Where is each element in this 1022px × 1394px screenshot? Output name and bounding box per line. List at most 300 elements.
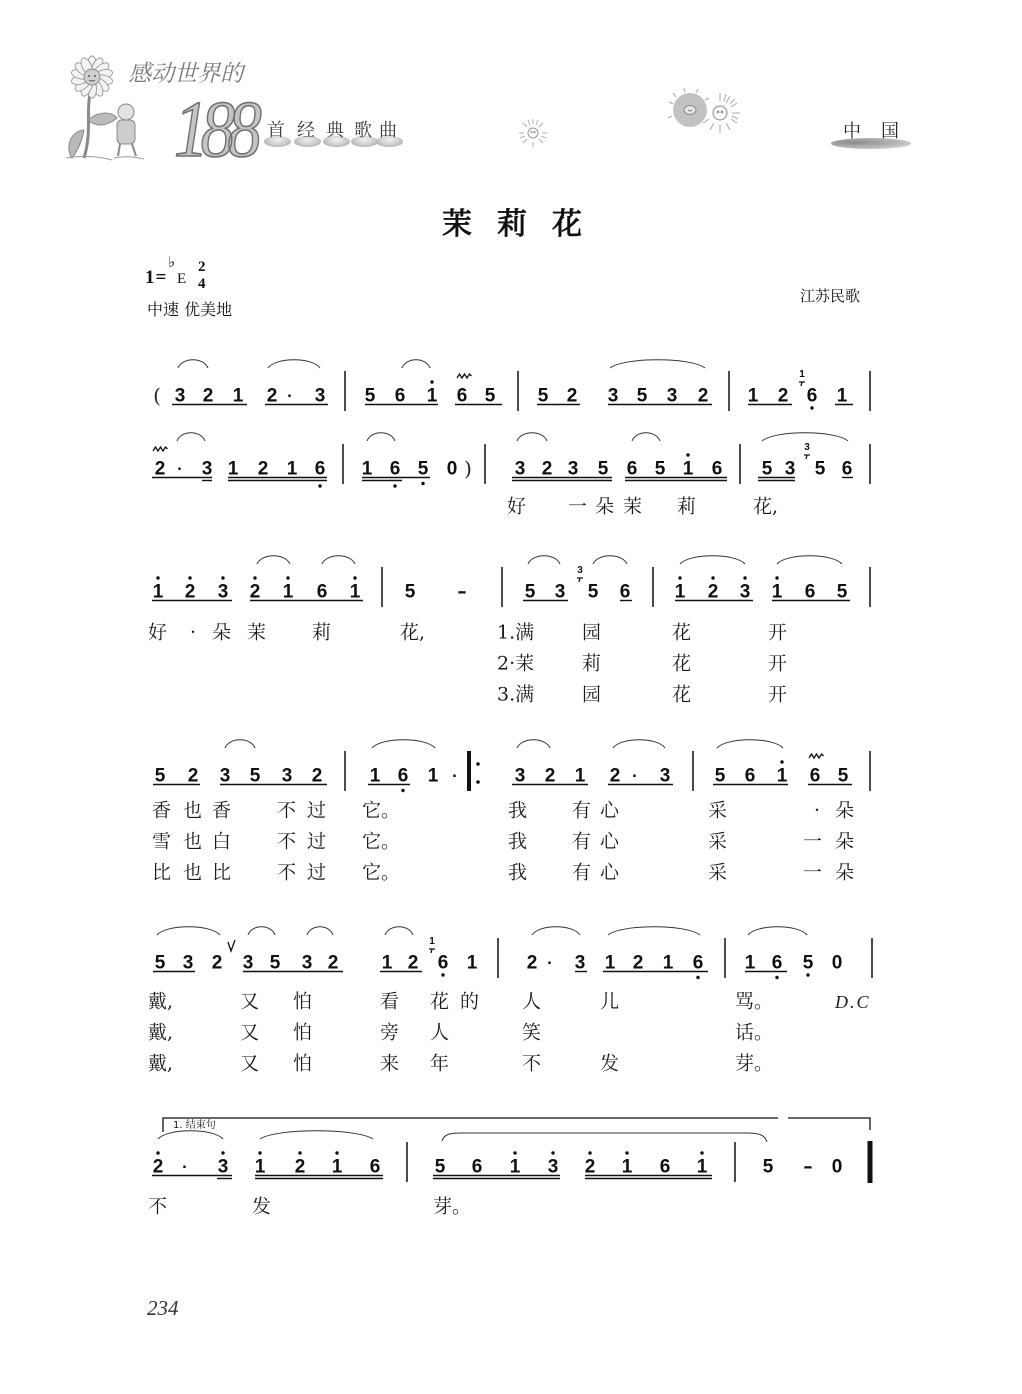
slur <box>593 556 627 564</box>
lyric-word: 看 <box>380 990 400 1013</box>
note: 3 <box>314 385 326 407</box>
slur <box>762 433 848 441</box>
lyric-word: 花, <box>753 495 779 518</box>
note: 1 <box>509 1156 521 1178</box>
lyric-word: 比 <box>152 861 172 884</box>
note: 5 <box>154 952 166 974</box>
slur <box>158 1131 223 1139</box>
lyric-word: 芽。 <box>735 1052 774 1075</box>
note: 5 <box>364 385 376 407</box>
note: 6 <box>314 458 326 480</box>
tempo-marking: 中速 优美地 <box>147 300 233 319</box>
note: 5 <box>269 952 281 974</box>
slur <box>608 927 700 935</box>
lyric-word: 香 <box>152 799 172 822</box>
note: 2 <box>211 952 223 974</box>
series-subtitle-char: 典 <box>326 120 344 141</box>
lyric-word: 园 <box>582 683 602 706</box>
note: 2 <box>294 1156 306 1178</box>
note: 6 <box>316 581 328 603</box>
grace-note: 1 <box>799 369 805 380</box>
note: 2 <box>609 765 621 787</box>
lyric-word: 开 <box>768 621 788 644</box>
note: 6 <box>659 1156 671 1178</box>
lyric-word: 它。 <box>362 830 401 853</box>
note: 5 <box>404 581 416 603</box>
octave-dot-above <box>711 576 714 579</box>
grace-note: 3 <box>577 565 583 576</box>
lyric-word: 过 <box>307 830 327 853</box>
note: 5 <box>761 458 773 480</box>
lyric-word: 好 <box>507 495 527 518</box>
note: 3 <box>219 765 231 787</box>
lyric-word: 又 <box>240 1021 260 1044</box>
note: 3 <box>554 581 566 603</box>
note: 1 <box>227 458 239 480</box>
slur <box>178 360 208 368</box>
lyric-word: 它。 <box>362 799 401 822</box>
octave-dot-above <box>221 576 224 579</box>
lyric-word: 一 <box>803 861 823 884</box>
lyric-word: 发 <box>600 1052 620 1075</box>
slur <box>610 360 705 368</box>
lyric-word: 2·茉 <box>497 652 535 675</box>
lyric-word: 也 <box>183 830 203 853</box>
note: 6 <box>692 952 704 974</box>
lyric-word: 雪 <box>152 830 172 853</box>
note: 2 <box>526 952 538 974</box>
lyric-word: 不 <box>277 799 297 822</box>
lyric-word: 不 <box>522 1052 542 1075</box>
lyric-word: 莉 <box>677 495 697 518</box>
note: 5 <box>654 458 666 480</box>
lyric-word: 的 <box>460 990 480 1013</box>
daisy-decoration <box>505 85 755 155</box>
lyric-word: 它。 <box>362 861 401 884</box>
open-paren: ( <box>153 383 161 408</box>
lyric-word: 又 <box>240 990 260 1013</box>
note: 3 <box>301 952 313 974</box>
note: 3 <box>514 765 526 787</box>
note: 2 <box>632 952 644 974</box>
region-char: 中 <box>843 121 861 142</box>
note: 1 <box>604 952 616 974</box>
series-subtitle-char: 经 <box>297 120 315 141</box>
page-number: 234 <box>147 1296 179 1320</box>
grace-tie-icon <box>799 382 805 386</box>
note: 2 <box>407 952 419 974</box>
note: 5 <box>417 458 429 480</box>
lyric-word: 莉 <box>582 652 602 675</box>
series-number: 188 <box>174 86 254 174</box>
augmentation-dot: · <box>182 1157 188 1177</box>
note: 1 <box>349 581 361 603</box>
final-barline <box>868 1141 873 1183</box>
da-capo-mark: D.C <box>835 992 871 1012</box>
lyric-word: 怕 <box>293 1021 313 1044</box>
note: 5 <box>484 385 496 407</box>
octave-dot-above <box>513 1151 516 1154</box>
lyric-word: 也 <box>183 861 203 884</box>
lyric-word: 笑 <box>522 1021 542 1044</box>
daisy-icon <box>505 85 755 155</box>
lyric-word: 香 <box>212 799 232 822</box>
note: 5 <box>524 581 536 603</box>
note: 3 <box>567 458 579 480</box>
slur <box>372 740 435 748</box>
lyric-word: 3.满 <box>497 683 535 706</box>
octave-dot-above <box>253 576 256 579</box>
note: 6 <box>394 385 406 407</box>
repeat-dot <box>476 780 480 784</box>
note: 6 <box>711 458 723 480</box>
slur <box>632 433 660 441</box>
note: 5 <box>802 952 814 974</box>
lyric-word: 话。 <box>735 1021 774 1044</box>
lyric-word: 我 <box>508 830 528 853</box>
augmentation-dot: · <box>177 459 183 479</box>
note: 6 <box>471 1156 483 1178</box>
note: 2 <box>154 458 166 480</box>
lyric-word: 过 <box>307 799 327 822</box>
octave-dot-above <box>686 453 689 456</box>
note: 2 <box>697 385 709 407</box>
note: 3 <box>217 581 229 603</box>
series-subtitle-char: 首 <box>267 120 285 141</box>
note: 5 <box>762 1156 774 1178</box>
lyric-word: 1.满 <box>497 621 535 644</box>
octave-dot-above <box>156 576 159 579</box>
lyric-word: 开 <box>768 683 788 706</box>
note: 2 <box>257 458 269 480</box>
lyric-word: 戴, <box>148 990 174 1013</box>
note: 6 <box>389 458 401 480</box>
note: 5 <box>836 581 848 603</box>
note: 1 <box>361 458 373 480</box>
note: 1 <box>682 458 694 480</box>
grace-tie-icon <box>577 578 583 582</box>
note: 2 <box>707 581 719 603</box>
slur <box>385 927 413 935</box>
note: 1 <box>381 952 393 974</box>
note: 1 <box>836 385 848 407</box>
lyric-word: 花 <box>430 990 450 1013</box>
note: 2 <box>187 765 199 787</box>
octave-dot-above <box>700 1151 703 1154</box>
lyric-word: 来 <box>380 1052 400 1075</box>
repeat-start-barline <box>467 751 471 791</box>
note: 1 <box>369 765 381 787</box>
note: 3 <box>607 385 619 407</box>
octave-dot-above <box>221 1151 224 1154</box>
volta-bracket <box>163 1118 870 1132</box>
slur <box>225 740 255 748</box>
lyric-word: 朵 <box>835 799 855 822</box>
note: 1 <box>254 1156 266 1178</box>
slur <box>307 927 333 935</box>
slur <box>528 556 560 564</box>
augmentation-dot: · <box>287 386 293 406</box>
note: 3 <box>784 458 796 480</box>
lyric-word: 花 <box>672 621 692 644</box>
time-signature-bottom: 4 <box>198 276 206 292</box>
lyric-word: 朵 <box>835 861 855 884</box>
repeat-dot <box>476 762 480 766</box>
lyric-word: 不 <box>277 830 297 853</box>
song-title: 茉莉花 <box>442 207 607 242</box>
note: 3 <box>182 952 194 974</box>
note: 1 <box>696 1156 708 1178</box>
slur <box>613 740 665 748</box>
time-signature-top: 2 <box>198 259 206 275</box>
note: 5 <box>837 765 849 787</box>
grace-note: 1 <box>429 936 435 947</box>
note: 3 <box>574 952 586 974</box>
note: 6 <box>397 765 409 787</box>
note: 5 <box>597 458 609 480</box>
note: 2 <box>566 385 578 407</box>
note: 0 <box>446 458 458 480</box>
mordent-icon <box>809 754 824 758</box>
note: 6 <box>806 385 818 407</box>
note: 3 <box>281 765 293 787</box>
lyric-word: 茉 <box>623 495 643 518</box>
note: 2 <box>544 765 556 787</box>
note: 6 <box>456 385 468 407</box>
note: 1 <box>466 952 478 974</box>
lyric-word: 莉 <box>312 621 332 644</box>
note: 1 <box>662 952 674 974</box>
slur <box>257 556 290 564</box>
note: 2 <box>184 581 196 603</box>
lyric-word: 好 <box>148 621 168 644</box>
note: 2 <box>266 385 278 407</box>
note: 3 <box>547 1156 559 1178</box>
slur <box>402 360 430 368</box>
lyric-word: 不 <box>277 861 297 884</box>
note: 2 <box>249 581 261 603</box>
note: 2 <box>777 385 789 407</box>
lyric-word: 旁 <box>380 1021 400 1044</box>
note: 1 <box>776 765 788 787</box>
note: 1 <box>426 385 438 407</box>
note: 2 <box>202 385 214 407</box>
note: 1 <box>152 581 164 603</box>
note: 1 <box>771 581 783 603</box>
octave-dot-above <box>335 1151 338 1154</box>
octave-dot-above <box>775 576 778 579</box>
lyric-word: 也 <box>183 799 203 822</box>
series-subtitle-char: 歌 <box>354 120 372 141</box>
note: 1 <box>232 385 244 407</box>
lyric-word: 心 <box>600 799 620 822</box>
lyric-word: 芽。 <box>433 1195 472 1218</box>
series-title-line1: 感动世界的 <box>126 61 249 87</box>
note: 5 <box>587 581 599 603</box>
octave-dot-above <box>743 576 746 579</box>
lyric-word: 不 <box>148 1195 168 1218</box>
mordent-icon <box>153 447 168 451</box>
note: 6 <box>619 581 631 603</box>
lyric-word: 儿 <box>600 990 620 1013</box>
note: 5 <box>537 385 549 407</box>
lyric-word: 又 <box>240 1052 260 1075</box>
note: 0 <box>831 952 843 974</box>
note: 1 <box>282 581 294 603</box>
note: 1 <box>427 765 439 787</box>
lyric-word: 人 <box>522 990 542 1013</box>
octave-dot-below <box>441 973 444 976</box>
key-note: E <box>177 271 187 287</box>
note: 2 <box>311 765 323 787</box>
slur <box>322 556 355 564</box>
slur <box>777 556 842 564</box>
lyric-word: 采 <box>708 830 728 853</box>
lyric-word: 戴, <box>148 1052 174 1075</box>
region-char: 国 <box>881 121 899 142</box>
lyric-word: 朵 <box>835 830 855 853</box>
lyric-word: 骂。 <box>735 990 774 1013</box>
note: 3 <box>514 458 526 480</box>
octave-dot-above <box>625 1151 628 1154</box>
octave-dot-above <box>678 576 681 579</box>
lyric-word: 年 <box>430 1052 450 1075</box>
octave-dot-above <box>156 1151 159 1154</box>
lyric-word: 白 <box>212 830 232 853</box>
lyric-word: 采 <box>708 799 728 822</box>
lyric-word: 我 <box>508 861 528 884</box>
lyric-word: 心 <box>600 830 620 853</box>
note: 6 <box>369 1156 381 1178</box>
octave-dot-below <box>696 976 699 979</box>
lyric-word: 朵 <box>595 495 615 518</box>
lyric-word: 花 <box>672 683 692 706</box>
note: 1 <box>621 1156 633 1178</box>
octave-dot-above <box>780 760 783 763</box>
note: 6 <box>841 458 853 480</box>
flat-icon: ♭ <box>168 253 176 271</box>
slur <box>248 927 275 935</box>
note: 6 <box>771 952 783 974</box>
augmentation-dot: · <box>452 766 458 786</box>
lyric-word: 心 <box>600 861 620 884</box>
octave-dot-above <box>298 1151 301 1154</box>
lyric-word: 有 <box>572 861 592 884</box>
octave-dot-below <box>393 484 396 487</box>
lyric-word: · <box>190 621 197 644</box>
lyric-word: 我 <box>508 799 528 822</box>
note: 1 <box>286 458 298 480</box>
close-paren: ) <box>464 456 472 481</box>
score-lines <box>0 883 1022 1043</box>
grace-note: 3 <box>804 442 810 453</box>
slur <box>260 1131 373 1139</box>
mordent-icon <box>457 374 472 378</box>
lyric-word: 一 <box>803 830 823 853</box>
octave-dot-above <box>588 1151 591 1154</box>
note: 3 <box>174 385 186 407</box>
octave-dot-below <box>401 789 404 792</box>
note: 5 <box>154 765 166 787</box>
lyric-word: 茉 <box>247 621 267 644</box>
lyric-word: 园 <box>582 621 602 644</box>
octave-dot-above <box>551 1151 554 1154</box>
lyric-word: 花, <box>400 621 426 644</box>
slur <box>680 556 745 564</box>
octave-dot-below <box>421 482 424 485</box>
note: 3 <box>739 581 751 603</box>
lyric-word: 戴, <box>148 1021 174 1044</box>
note: 6 <box>437 952 449 974</box>
note: 5 <box>636 385 648 407</box>
lyric-word: 花 <box>672 652 692 675</box>
note: 3 <box>242 952 254 974</box>
octave-dot-above <box>258 1151 261 1154</box>
note: 2 <box>327 952 339 974</box>
slur <box>517 433 547 441</box>
note: 5 <box>714 765 726 787</box>
slur <box>367 433 395 441</box>
volta-label: 1. 结束句 <box>173 1120 216 1131</box>
key-prefix: 1= <box>145 267 168 288</box>
lyric-word: 有 <box>572 799 592 822</box>
note: 5 <box>434 1156 446 1178</box>
lyric-word: 开 <box>768 652 788 675</box>
note: 3 <box>666 385 678 407</box>
lyric-word: 有 <box>572 830 592 853</box>
octave-dot-above <box>353 576 356 579</box>
note: 3 <box>201 458 213 480</box>
series-subtitle-char: 曲 <box>379 120 397 141</box>
note: 1 <box>574 765 586 787</box>
note: 0 <box>831 1156 843 1178</box>
lyric-word: 朵 <box>212 621 232 644</box>
note: 1 <box>744 952 756 974</box>
slur <box>157 927 220 935</box>
slur <box>442 1133 767 1142</box>
octave-dot-below <box>775 976 778 979</box>
octave-dot-above <box>188 576 191 579</box>
slur <box>517 740 550 748</box>
note: 1 <box>331 1156 343 1178</box>
breath-mark-icon <box>228 940 235 951</box>
note: 1 <box>747 385 759 407</box>
slur <box>717 740 783 748</box>
grace-tie-icon <box>804 455 810 459</box>
note: 6 <box>744 765 756 787</box>
lyric-word: · <box>814 799 821 822</box>
octave-dot-below <box>806 973 809 976</box>
lyric-word: 人 <box>430 1021 450 1044</box>
note: 6 <box>804 581 816 603</box>
note: 2 <box>152 1156 164 1178</box>
slur <box>532 927 580 935</box>
note: 5 <box>814 458 826 480</box>
slur <box>177 433 205 441</box>
lyric-word: 一 <box>568 495 588 518</box>
extension-dash: - <box>457 581 467 603</box>
note: 3 <box>659 765 671 787</box>
octave-dot-above <box>430 380 433 383</box>
grace-tie-icon <box>429 949 435 953</box>
lyric-word: 采 <box>708 861 728 884</box>
lyric-word: 怕 <box>293 990 313 1013</box>
note: 2 <box>541 458 553 480</box>
octave-dot-above <box>286 576 289 579</box>
lyric-word: 比 <box>212 861 232 884</box>
extension-dash: - <box>803 1156 813 1178</box>
augmentation-dot: · <box>632 766 638 786</box>
